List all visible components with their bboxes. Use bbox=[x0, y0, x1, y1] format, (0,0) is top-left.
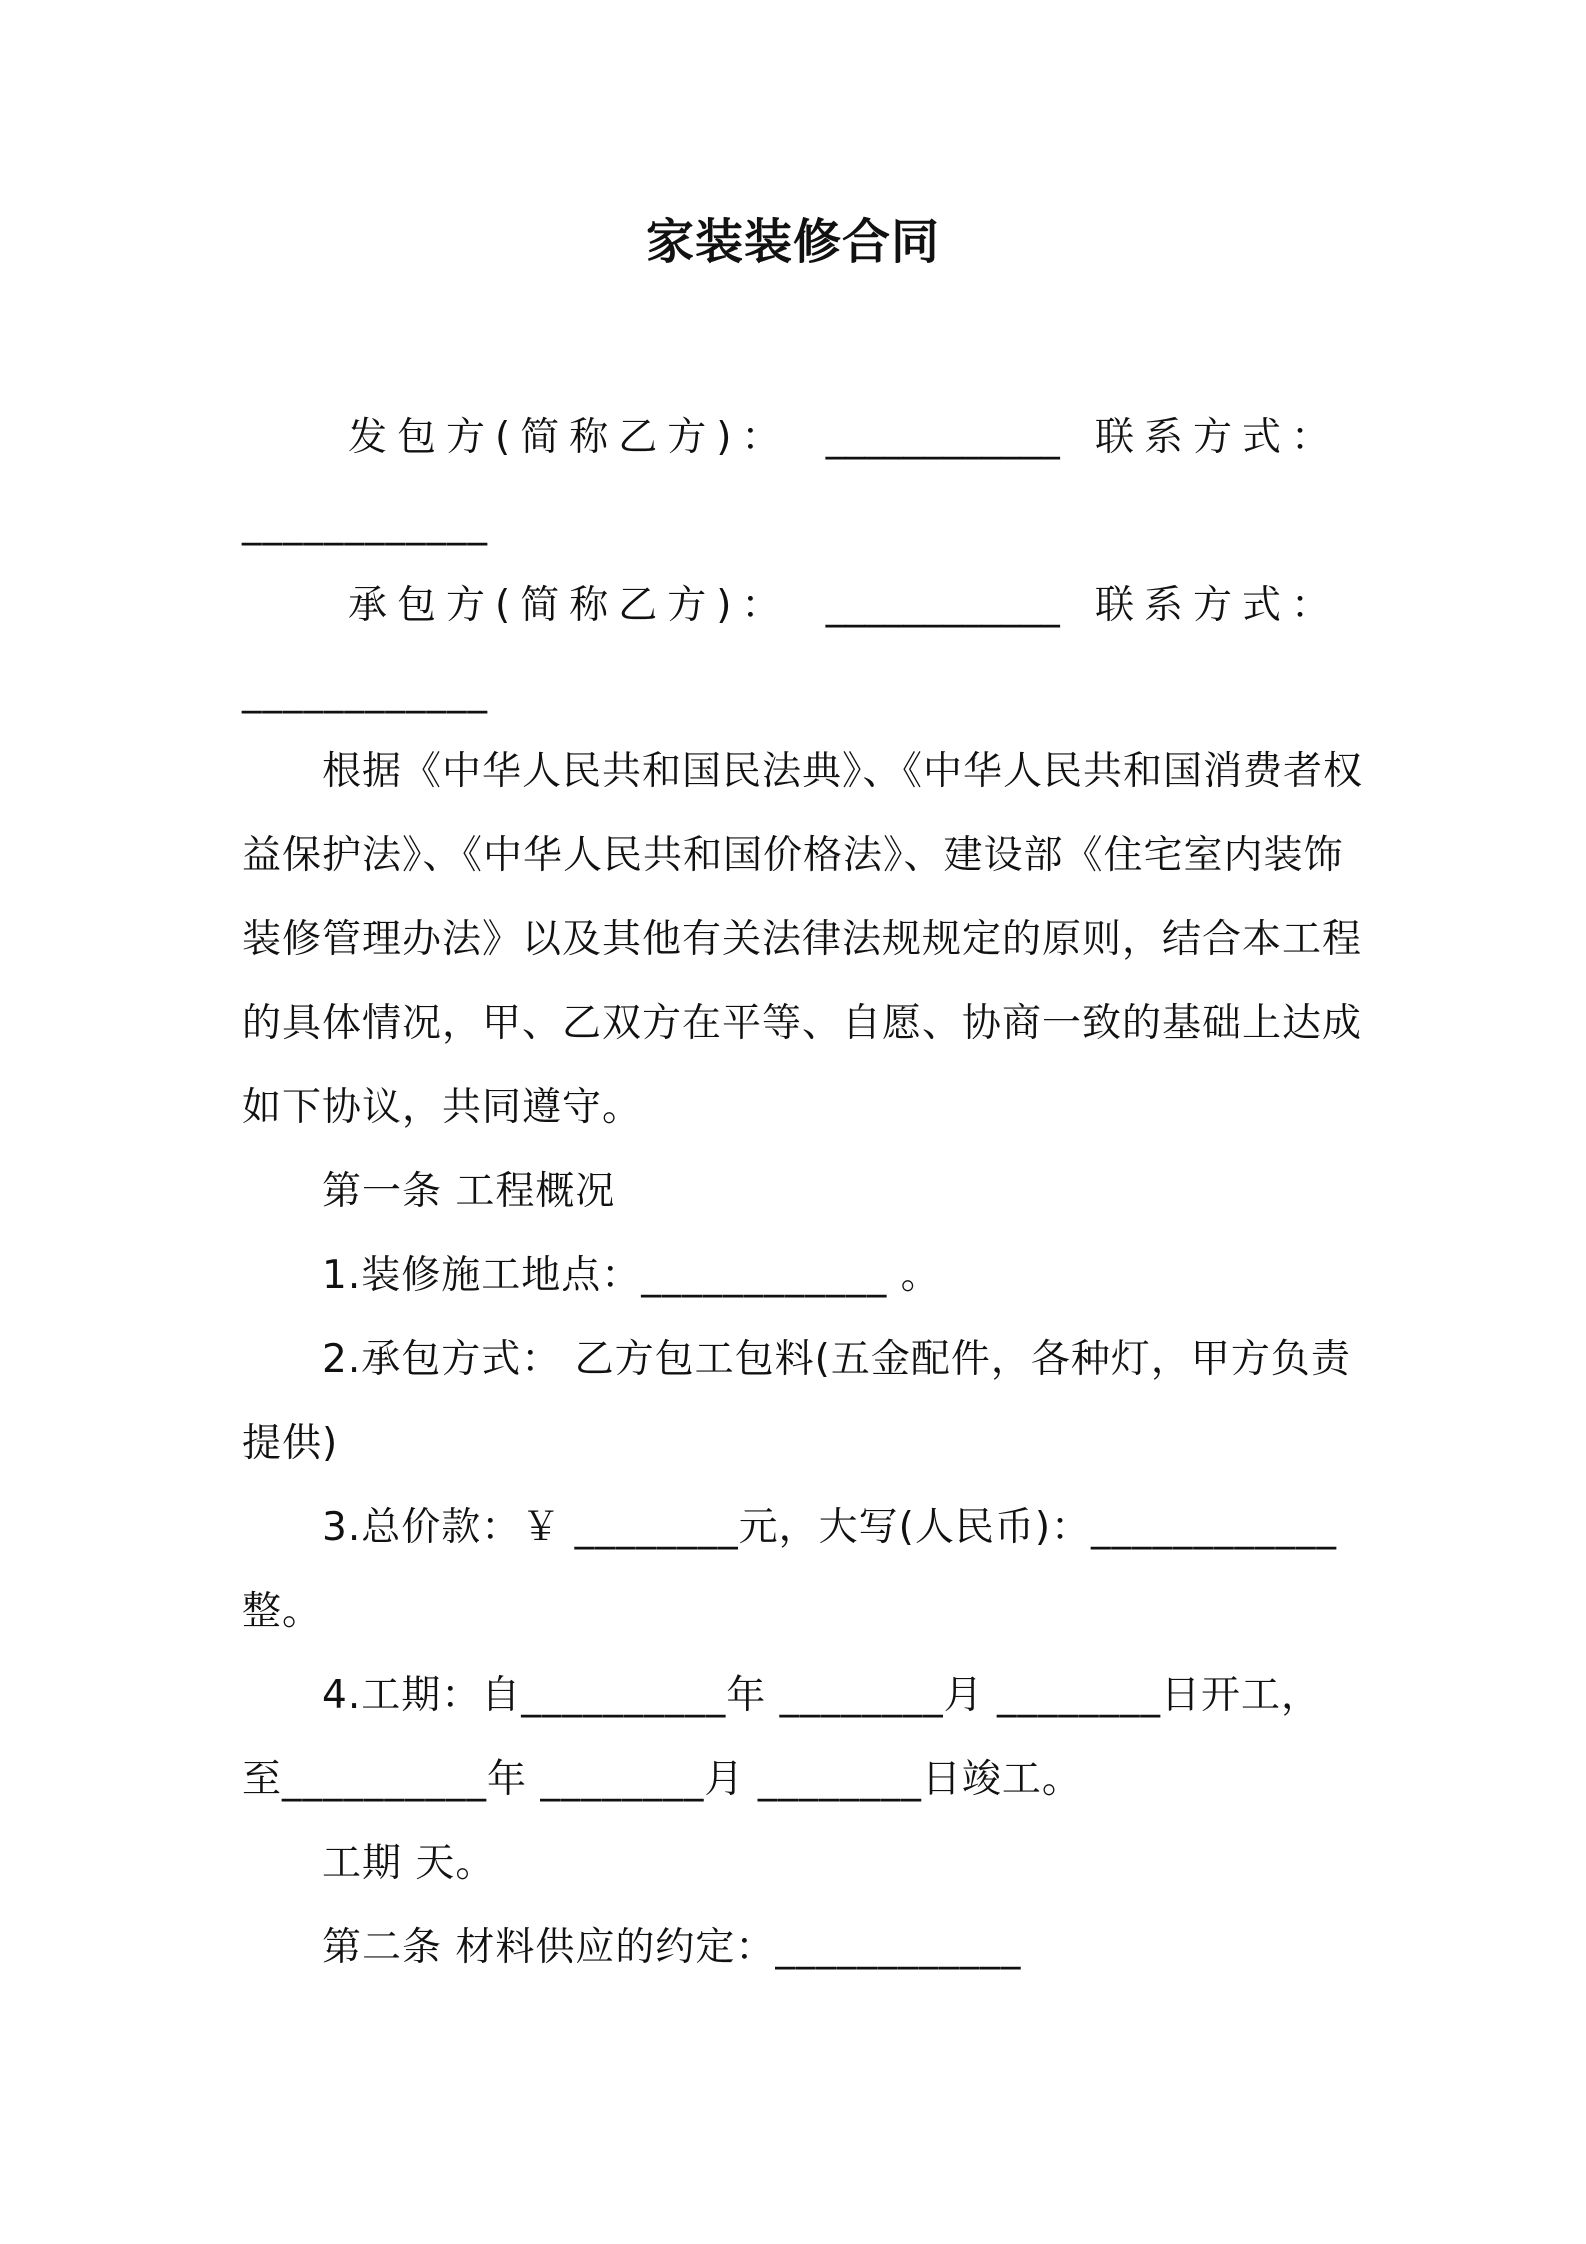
party-b-contact-label: 联系方式： bbox=[1094, 583, 1340, 628]
item-4-to: 至 bbox=[242, 1757, 283, 1802]
item-4-label: 4.工期：自 bbox=[322, 1673, 522, 1718]
party-a-row bbox=[348, 412, 1340, 464]
item-3-blank-amount: ________ bbox=[574, 1505, 739, 1550]
preamble-line-1: 根据《中华人民共和国民法典》、《中华人民共和国消费者权 bbox=[322, 749, 1364, 794]
article-1-item-2-line-2: 提供) bbox=[242, 1421, 339, 1466]
item-4-blank-year-2: __________ bbox=[282, 1757, 488, 1802]
party-a-contact-blank: ____________ bbox=[242, 501, 488, 546]
item-3-mid: 元，大写(人民币)： bbox=[738, 1505, 1092, 1550]
item-4-end: 日竣工。 bbox=[921, 1757, 1082, 1802]
item-4-start: 日开工， bbox=[1161, 1673, 1322, 1718]
preamble-line-2: 益保护法》、《中华人民共和国价格法》、建设部《住宅室内装饰 bbox=[242, 833, 1344, 878]
party-b-contact-blank: ____________ bbox=[242, 669, 488, 714]
article-1-heading: 第一条 工程概况 bbox=[322, 1169, 616, 1214]
party-a-label: 发包方(简称乙方)： bbox=[348, 415, 791, 460]
article-1-item-1 bbox=[322, 1250, 941, 1302]
party-b-blank: ____________ bbox=[825, 583, 1060, 628]
document-title: 家装装修合同 bbox=[645, 214, 940, 270]
preamble-line-3: 装修管理办法》以及其他有关法律法规规定的原则，结合本工程 bbox=[242, 917, 1363, 962]
article-1-item-3-end: 整。 bbox=[242, 1589, 323, 1634]
item-4-year-2: 年 bbox=[487, 1757, 541, 1802]
item-4-month: 月 bbox=[943, 1673, 998, 1718]
item-1-label: 1.装修施工地点： bbox=[322, 1253, 642, 1298]
preamble-line-5: 如下协议，共同遵守。 bbox=[242, 1085, 643, 1130]
item-4-blank-day-2: ________ bbox=[757, 1757, 922, 1802]
item-4-year: 年 bbox=[726, 1673, 780, 1718]
article-2-label: 第二条 材料供应的约定： bbox=[322, 1925, 776, 1970]
article-1-item-4-line-2 bbox=[242, 1754, 1082, 1806]
article-2-heading bbox=[322, 1922, 1021, 1974]
article-1-item-4-line-1 bbox=[322, 1670, 1321, 1722]
article-2-blank: ____________ bbox=[775, 1925, 1022, 1970]
article-1-item-3 bbox=[322, 1502, 1337, 1554]
article-1-item-2-line-1: 2.承包方式： 乙方包工包料(五金配件，各种灯，甲方负责 bbox=[322, 1337, 1351, 1382]
party-b-row bbox=[348, 580, 1340, 632]
item-3-label: 3.总价款：￥ bbox=[322, 1505, 575, 1550]
item-1-blank: ____________ bbox=[641, 1253, 888, 1298]
item-4-month-2: 月 bbox=[704, 1757, 758, 1802]
party-a-blank: ____________ bbox=[825, 415, 1060, 460]
item-4-blank-day: ________ bbox=[997, 1673, 1162, 1718]
item-4-blank-month-2: ________ bbox=[540, 1757, 705, 1802]
article-1-duration: 工期 天。 bbox=[322, 1841, 496, 1886]
preamble-line-4: 的具体情况，甲、乙双方在平等、自愿、协商一致的基础上达成 bbox=[242, 1001, 1363, 1046]
item-4-blank-month: ________ bbox=[779, 1673, 944, 1718]
party-a-contact-label: 联系方式： bbox=[1094, 415, 1340, 460]
item-3-blank-words: ____________ bbox=[1091, 1505, 1338, 1550]
party-b-label: 承包方(简称乙方)： bbox=[348, 583, 791, 628]
item-4-blank-year: __________ bbox=[521, 1673, 727, 1718]
item-1-end: 。 bbox=[887, 1253, 941, 1298]
